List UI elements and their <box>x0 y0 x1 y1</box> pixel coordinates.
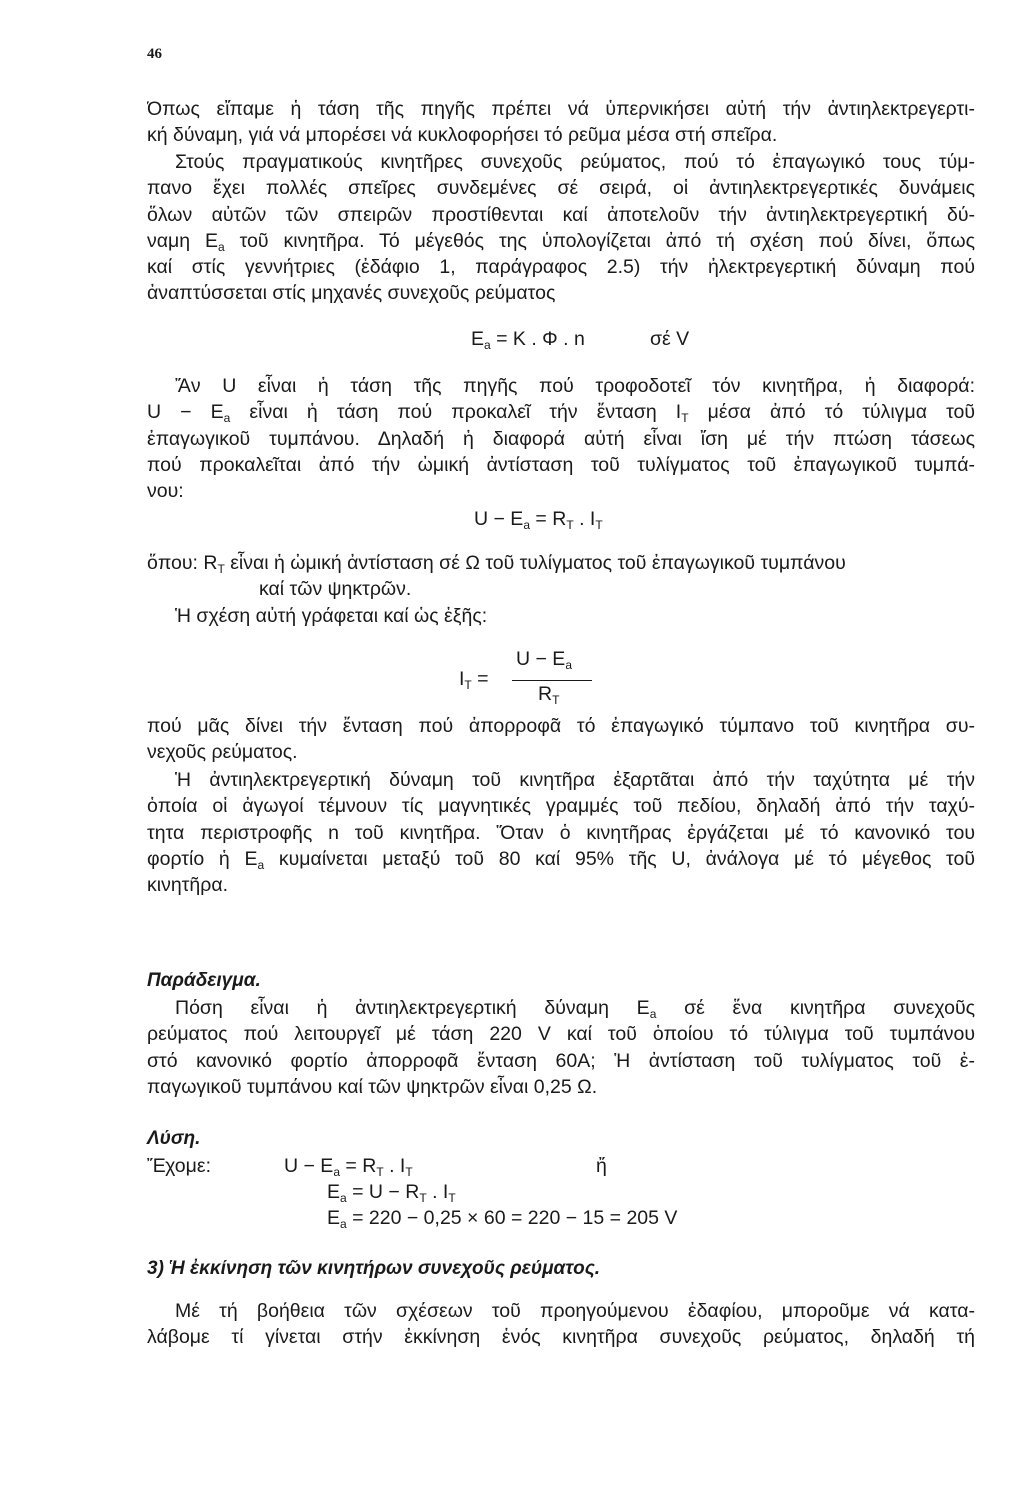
equation-voltage-drop: $U - E_a = R_T$ . $I_T$ <box>474 508 603 532</box>
text-line: παγωγικοῦ τυμπάνου καί τῶν ψηκτρῶν εἶναι 0,25 Ω. <box>147 1075 598 1098</box>
solution-row-2: $E_a = U - R_T$ . $I_T$ <box>327 1181 456 1205</box>
example-heading: Παράδειγμα. <box>147 970 261 991</box>
text-line: ὁποία οἱ ἀγωγοί τέμνουν τίς μαγνητικές γραμμές τοῦ πεδίου, δηλαδή ἀπό τήν ταχύ- <box>147 795 975 818</box>
text-line: Ἄν U εἶναι ἡ τάση τῆς πηγῆς πού τροφοδοτεῖ τόν κινητῆρα, ἡ διαφορά: <box>175 375 975 397</box>
text-line: ναμη $E_a$ τοῦ κινητῆρα. Τό μέγεθός της ὑπολογίζεται ἀπό τή σχέση πού δίνει, ὅπως <box>147 229 975 254</box>
fraction-denominator: $R_T$ <box>538 683 560 707</box>
paragraph-3 <box>147 373 975 504</box>
solution-or: ἤ <box>596 1155 607 1177</box>
solution-heading: Λύση. <box>147 1128 201 1149</box>
example-text <box>147 995 975 1100</box>
equation-current-lhs: $I_T$ = <box>459 668 489 692</box>
equation-emf: $E_a = K$ . Φ . n <box>471 328 585 352</box>
text-line: ὅπου: $R_T$ εἶναι ἡ ὠμική ἀντίσταση σέ Ω τοῦ τυλίγματος τοῦ ἐπαγωγικοῦ τυμπάνου <box>147 552 846 576</box>
paragraph-1 <box>147 96 975 149</box>
text-line: καί στίς γεννήτριες (ἐδάφιο 1, παράγραφος 2.5) τήν ἠλεκτρεγερτική δύναμη πού <box>147 256 975 279</box>
section-heading: 3) Ἡ ἐκκίνηση τῶν κινητήρων συνεχοῦς ρεύματος. <box>147 1258 601 1279</box>
text-line: πού προκαλεῖται ἀπό τήν ὠμική ἀντίσταση τοῦ τυλίγματος τοῦ ἐπαγωγικοῦ τυμπά- <box>147 453 975 476</box>
paragraph-2 <box>147 149 975 307</box>
text-line: νεχοῦς ρεύματος. <box>147 741 298 764</box>
text-line: τητα περιστροφῆς n τοῦ κινητῆρα. Ὅταν ὁ κινητῆρας ἐργάζεται μέ τό κανονικό του <box>147 821 975 844</box>
equation-unit: σέ V <box>650 328 690 350</box>
text-line: Ἡ σχέση αὐτή γράφεται καί ὡς ἑξῆς: <box>175 605 488 627</box>
text-line: ἀναπτύσσεται στίς μηχανές συνεχοῦς ρεύματος <box>147 282 556 305</box>
text-line: φορτίο ἡ $E_a$ κυμαίνεται μεταξύ τοῦ 80 καί 95% τῆς U, ἀνάλογα μέ τό μέγεθος τοῦ <box>147 847 975 872</box>
text-line: στό κανονικό φορτίο ἀπορροφᾶ ἔνταση 60A; Ἡ ἀντίσταση τοῦ τυλίγματος τοῦ ἐ- <box>147 1049 975 1072</box>
text-line: κινητῆρα. <box>147 874 229 897</box>
text-line: πανο ἔχει πολλές σπεῖρες συνδεμένες σέ σειρά, οἱ ἀντιηλεκτρεγερτικές δυνάμεις <box>147 177 975 200</box>
text-line: νου: <box>147 480 184 503</box>
text-line: Πόση εἶναι ἡ ἀντιηλεκτρεγερτική δύναμη $E_a$ σέ ἕνα κινητῆρα συνεχοῦς <box>175 997 975 1021</box>
text-line: $U - E_a$ εἶναι ἡ τάση πού προκαλεῖ τήν ἔνταση $I_T$ μέσα ἀπό τό τύλιγμα τοῦ <box>147 401 975 426</box>
fraction-numerator: $U - E_a$ <box>516 648 572 672</box>
text-line: Ἡ ἀντιηλεκτρεγερτική δύναμη τοῦ κινητῆρα ἐξαρτᾶται ἀπό τήν ταχύτητα μέ τήν <box>175 769 975 791</box>
solution-row-3: $E_a = 220 - 0,25 \times 60 = 220 - 15 = 205$ V <box>327 1207 678 1231</box>
page-number: 46 <box>147 46 162 62</box>
paragraph-4 <box>147 713 975 766</box>
definition-where <box>147 550 975 603</box>
text-line: ἐπαγωγικοῦ τυμπάνου. Δηλαδή ἡ διαφορά αὐτή εἶναι ἴση μέ τήν πτώση τάσεως <box>147 427 975 450</box>
text-line: λάβομε τί γίνεται στήν ἐκκίνηση ἑνός κινητῆρα συνεχοῦς ρεύματος, δηλαδή τή <box>147 1326 975 1349</box>
relation-intro <box>175 603 1003 629</box>
text-line: πού μᾶς δίνει τήν ἔνταση πού ἀπορροφᾶ τό ἐπαγωγικό τύμπανο τοῦ κινητῆρα συ- <box>147 715 975 737</box>
text-line: ρεύματος πού λειτουργεῖ μέ τάση 220 V καί τοῦ ὁποίου τό τύλιγμα τοῦ τυμπάνου <box>147 1023 975 1046</box>
paragraph-5 <box>147 767 975 898</box>
solution-row-1: $U - E_a = R_T$ . $I_T$ <box>284 1155 413 1179</box>
text-line: κή δύναμη, γιά νά μπορέσει νά κυκλοφορήσει τό ρεῦμα μέσα στή σπεῖρα. <box>147 124 778 147</box>
text-line: Στούς πραγματικούς κινητῆρες συνεχοῦς ρεύματος, πού τό ἐπαγωγικό τους τύμ- <box>175 151 975 173</box>
text-line: καί τῶν ψηκτρῶν. <box>259 578 412 601</box>
text-line: Μέ τή βοήθεια τῶν σχέσεων τοῦ προηγούμενου ἐδαφίου, μποροῦμε νά κατα- <box>175 1300 975 1322</box>
solution-label: Ἔχομε: <box>147 1155 211 1177</box>
text-line: Όπως εἴπαμε ἡ τάση τῆς πηγῆς πρέπει νά ὑπερνικήσει αὐτή τήν ἀντιηλεκτρεγερτι- <box>147 98 975 120</box>
fraction-bar <box>512 680 592 681</box>
section-text <box>147 1298 975 1351</box>
text-line: ὅλων αὐτῶν τῶν σπειρῶν προστίθενται καί ἀποτελοῦν τήν ἀντιηλεκτρεγερτική δύ- <box>147 203 975 226</box>
